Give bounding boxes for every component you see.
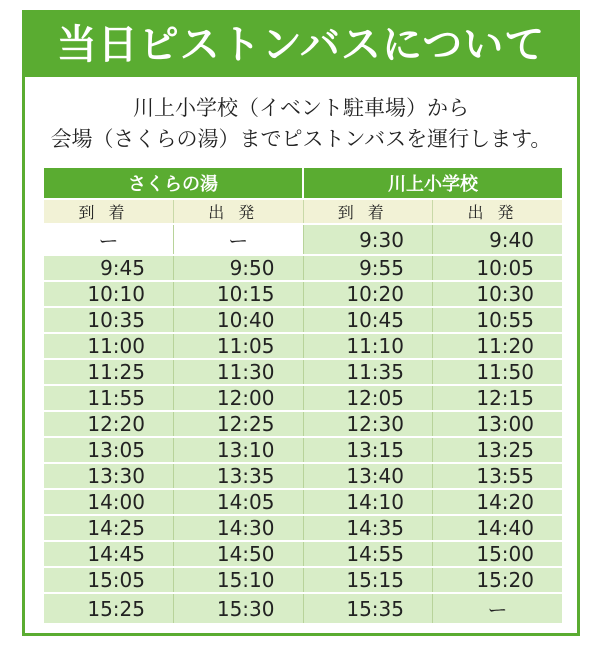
- time-cell: 14:10: [303, 489, 433, 515]
- time-cell: 9:45: [44, 255, 174, 281]
- subheader-depart: 出発: [174, 199, 304, 224]
- time-cell: 11:05: [174, 333, 304, 359]
- table-row: [44, 333, 562, 359]
- timetable-body: [44, 224, 562, 623]
- group-sakuranoyu: さくらの湯: [44, 168, 303, 199]
- table-row: [44, 593, 562, 623]
- time-cell: 10:40: [174, 307, 304, 333]
- time-cell: 9:30: [303, 224, 433, 255]
- time-cell: 11:50: [433, 359, 563, 385]
- time-cell: 13:30: [44, 463, 174, 489]
- time-cell: 14:00: [44, 489, 174, 515]
- bus-timetable: [44, 168, 562, 623]
- time-cell: 11:30: [174, 359, 304, 385]
- time-cell: 10:05: [433, 255, 563, 281]
- time-cell: 12:00: [174, 385, 304, 411]
- time-cell: 15:20: [433, 567, 563, 593]
- subheader-depart: 出発: [433, 199, 563, 224]
- time-cell: 13:25: [433, 437, 563, 463]
- time-cell: 14:05: [174, 489, 304, 515]
- time-cell: 15:10: [174, 567, 304, 593]
- time-cell: 11:25: [44, 359, 174, 385]
- time-cell: 11:55: [44, 385, 174, 411]
- time-cell: 11:10: [303, 333, 433, 359]
- table-row: [44, 385, 562, 411]
- time-cell: 14:35: [303, 515, 433, 541]
- time-cell: ー: [174, 224, 304, 255]
- time-cell: 15:35: [303, 593, 433, 623]
- time-cell: 10:30: [433, 281, 563, 307]
- time-cell: ー: [44, 224, 174, 255]
- time-cell: 12:15: [433, 385, 563, 411]
- time-cell: 14:25: [44, 515, 174, 541]
- time-cell: 10:55: [433, 307, 563, 333]
- time-cell: 10:35: [44, 307, 174, 333]
- time-cell: 9:40: [433, 224, 563, 255]
- notice-frame: [22, 10, 580, 636]
- table-row: [44, 567, 562, 593]
- subheader-arrive: 到着: [303, 199, 433, 224]
- time-cell: 10:10: [44, 281, 174, 307]
- subheader-arrive: 到着: [44, 199, 174, 224]
- time-cell: 14:50: [174, 541, 304, 567]
- time-cell: 13:00: [433, 411, 563, 437]
- time-cell: 12:20: [44, 411, 174, 437]
- time-cell: 15:05: [44, 567, 174, 593]
- time-cell: 9:50: [174, 255, 304, 281]
- time-cell: 15:25: [44, 593, 174, 623]
- time-cell: 14:30: [174, 515, 304, 541]
- time-cell: 9:55: [303, 255, 433, 281]
- table-row: [44, 281, 562, 307]
- table-row: [44, 489, 562, 515]
- time-cell: 11:20: [433, 333, 563, 359]
- time-cell: 13:10: [174, 437, 304, 463]
- time-cell: 13:35: [174, 463, 304, 489]
- page-title: 当日ピストンバスについて: [25, 13, 577, 77]
- time-cell: 14:20: [433, 489, 563, 515]
- time-cell: 12:05: [303, 385, 433, 411]
- time-cell: 13:05: [44, 437, 174, 463]
- time-cell: 10:45: [303, 307, 433, 333]
- time-cell: 13:40: [303, 463, 433, 489]
- table-row: [44, 307, 562, 333]
- group-kawakami-school: 川上小学校: [303, 168, 562, 199]
- time-cell: 11:35: [303, 359, 433, 385]
- time-cell: 14:55: [303, 541, 433, 567]
- time-cell: 10:15: [174, 281, 304, 307]
- time-cell: 12:25: [174, 411, 304, 437]
- time-cell: 13:55: [433, 463, 563, 489]
- time-cell: 15:15: [303, 567, 433, 593]
- time-cell: 15:00: [433, 541, 563, 567]
- group-header-row: [44, 168, 562, 199]
- table-row: [44, 541, 562, 567]
- intro-text: [25, 93, 577, 155]
- table-row: [44, 359, 562, 385]
- time-cell: 14:40: [433, 515, 563, 541]
- time-cell: 12:30: [303, 411, 433, 437]
- time-cell: 14:45: [44, 541, 174, 567]
- time-cell: ー: [433, 593, 563, 623]
- table-row: [44, 463, 562, 489]
- time-cell: 15:30: [174, 593, 304, 623]
- time-cell: 10:20: [303, 281, 433, 307]
- table-row: [44, 515, 562, 541]
- intro-line-2: 会場（さくらの湯）までピストンバスを運行します。: [50, 127, 552, 151]
- time-cell: 13:15: [303, 437, 433, 463]
- table-row: [44, 255, 562, 281]
- subheader-row: [44, 199, 562, 224]
- time-cell: 11:00: [44, 333, 174, 359]
- table-row: [44, 437, 562, 463]
- table-row: [44, 411, 562, 437]
- intro-line-1: 川上小学校（イベント駐車場）から: [133, 96, 469, 120]
- table-row: [44, 224, 562, 255]
